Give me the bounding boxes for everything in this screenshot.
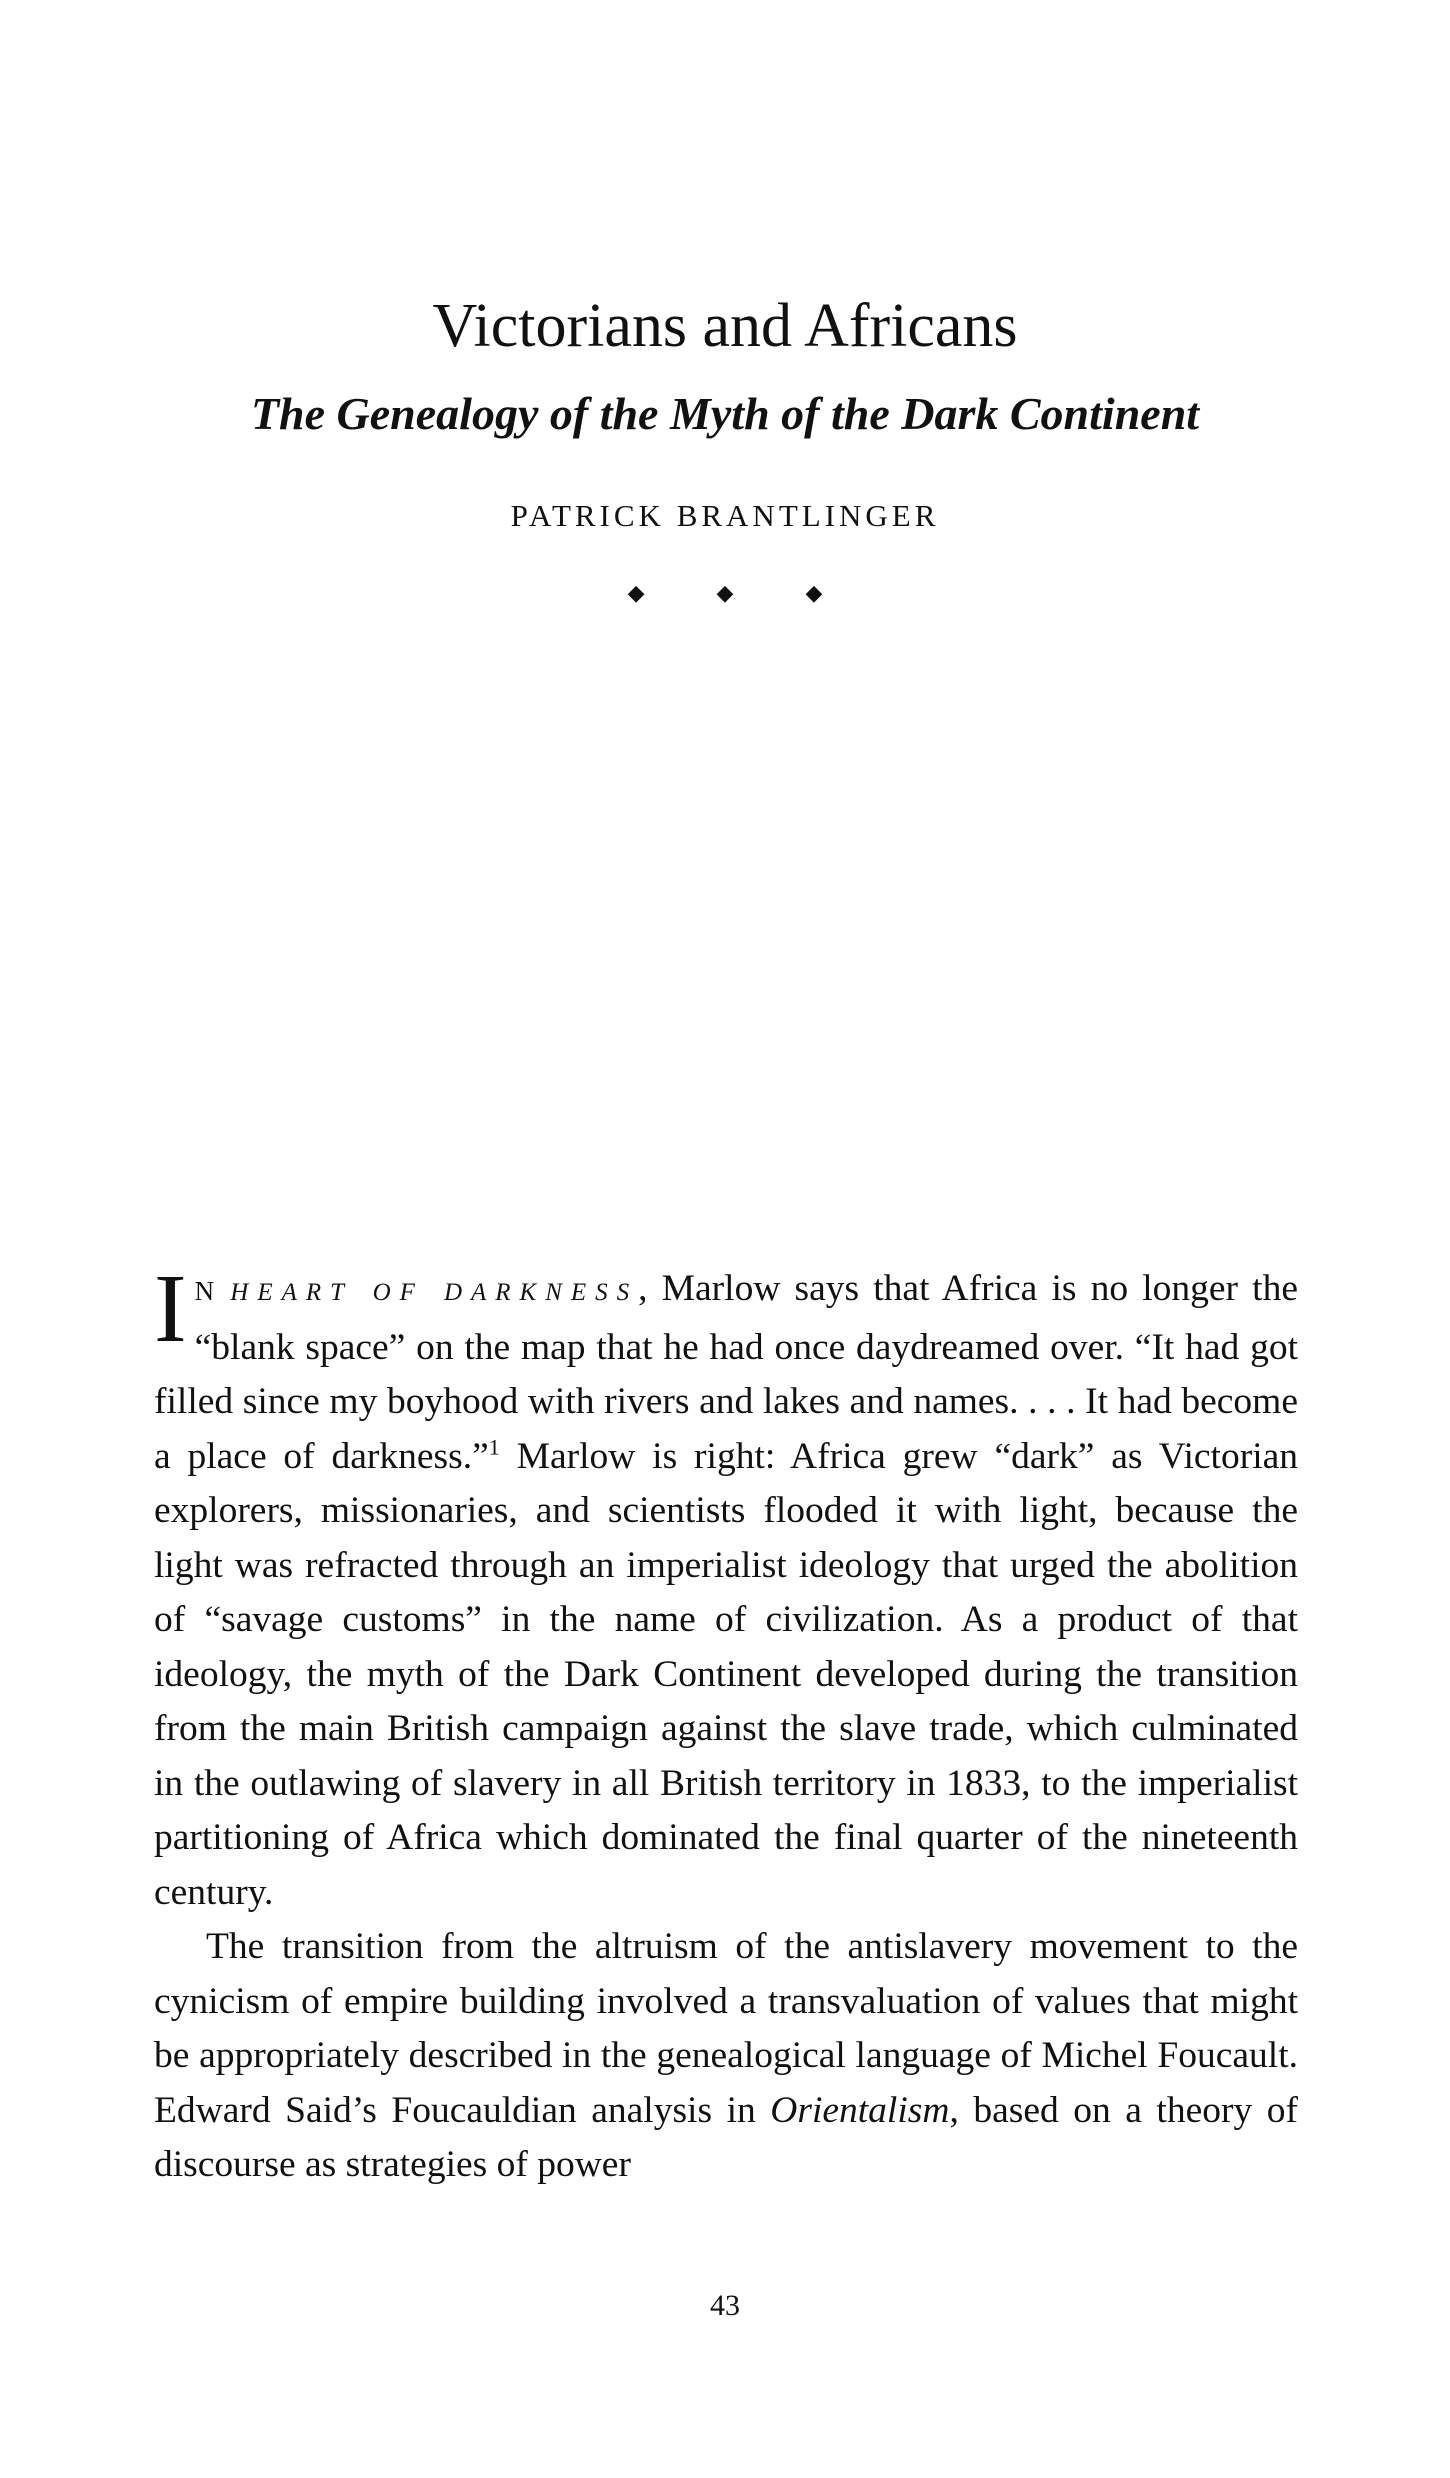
diamond-ornament-icon: ◆ — [627, 580, 645, 605]
chapter-title: Victorians and Africans — [432, 292, 1018, 360]
body-text — [154, 1255, 1299, 2193]
page-number: 43 — [710, 2289, 740, 2322]
chapter-subtitle: The Genealogy of the Myth of the Dark Continent — [250, 388, 1200, 439]
opening-small-caps: N — [194, 1276, 217, 1306]
footnote-marker: 1 — [488, 1434, 500, 1459]
paragraph-2 — [154, 1920, 1298, 2193]
paragraph-2-text-b: , based on a theory of discourse as strategies of power — [154, 2089, 1298, 2185]
work-title-heart-of-darkness: HEART OF DARKNESS — [230, 1279, 639, 1306]
chapter-author: PATRICK BRANTLINGER — [510, 498, 940, 533]
diamond-ornament-icon: ◆ — [805, 580, 823, 605]
paragraph-1-text-a: , Marlow says that Africa is no longer the “blank space” on the map that he had once daydreamed over. “It had got filled since my boyhood with rivers and lakes and names. . . . It had become a place of darkness.” — [154, 1268, 1298, 1477]
diamond-ornament-icon: ◆ — [716, 580, 734, 605]
drop-cap: I — [154, 1255, 187, 1363]
paragraph-1-text-b: Marlow is right: Africa grew “dark” as Victorian explorers, missionaries, and scientists flooded it with light, because the light was refracted through an imperialist ideology that urged the abolition of “savage customs” in the name of civilization. As a product of that ideology, the myth of the Dark Continent developed during the transition from the main British campaign against the slave trade, which culminated in the outlawing of slavery in all British territory in 1833, to the imperialist partitioning of Africa which dominated the final quarter of the nineteenth century. — [154, 1435, 1299, 1913]
paragraph-2-text-a: The transition from the altruism of the antislavery movement to the cynicism of empire building involved a transvaluation of values that might be appropriately described in the genealogical language of Michel Foucault. Edward Said’s Foucauldian analysis in — [154, 1926, 1298, 2131]
work-title-orientalism: Orientalism — [770, 2089, 950, 2131]
paragraph-1 — [154, 1255, 1299, 1920]
ornament-divider — [0, 578, 1450, 608]
